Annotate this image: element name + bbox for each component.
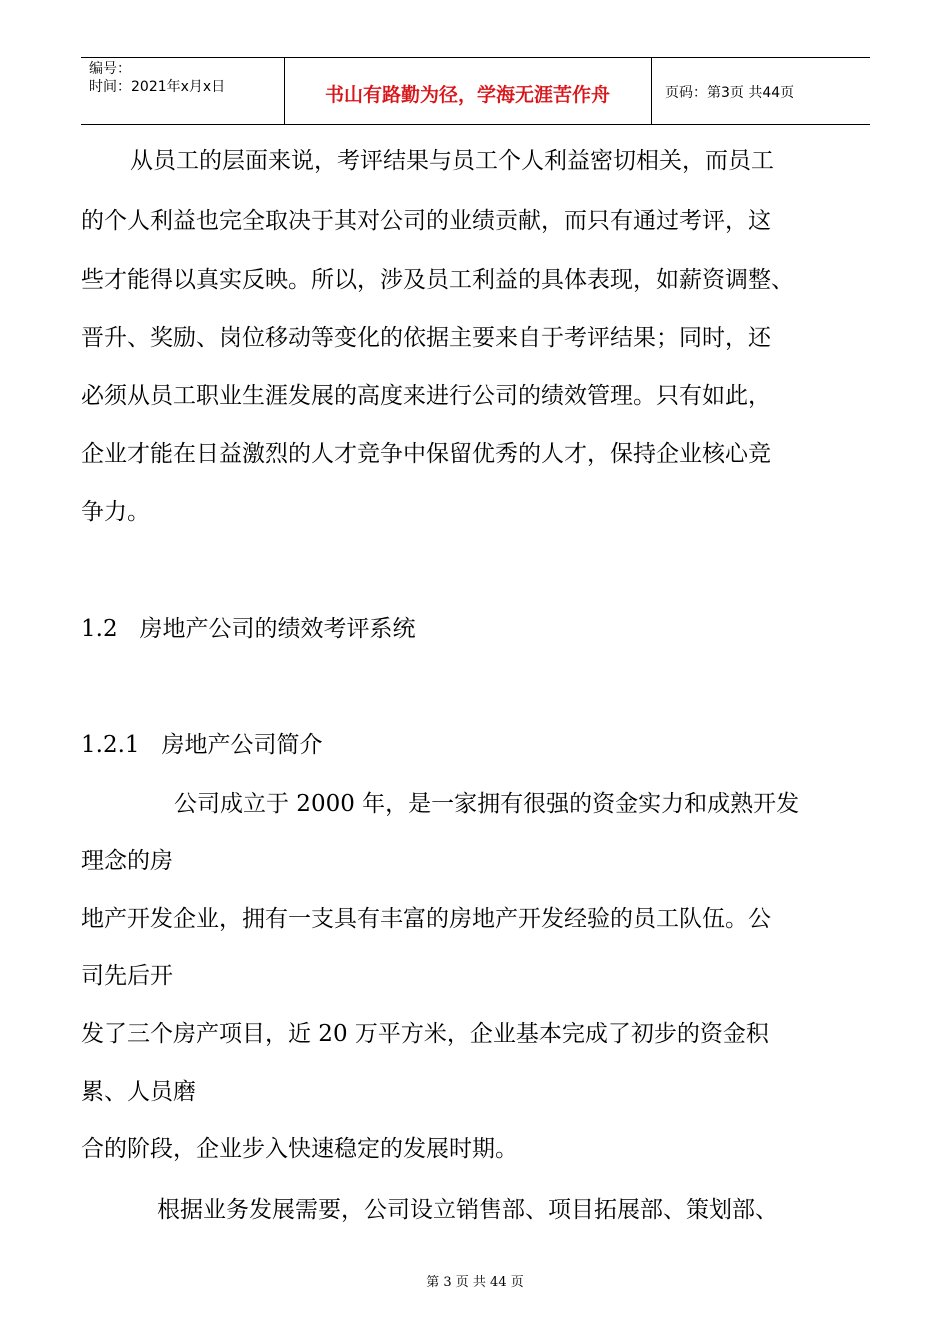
- section-heading: 1.2 房地产公司的绩效考评系统: [81, 616, 416, 642]
- paragraph-line: 累、人员磨: [81, 1079, 196, 1105]
- paragraph-line: 地产开发企业，拥有一支具有丰富的房地产开发经验的员工队伍。公: [81, 906, 771, 932]
- header-page-label: 页码：第3页 共44页: [665, 85, 795, 101]
- paragraph-line: 企业才能在日益激烈的人才竞争中保留优秀的人才，保持企业核心竞: [81, 441, 771, 467]
- header-meta: [89, 60, 279, 96]
- paragraph-line: 晋升、奖励、岗位移动等变化的依据主要来自于考评结果；同时，还: [81, 325, 771, 351]
- paragraph-line: 公司成立于 2000 年，是一家拥有很强的资金实力和成熟开发: [174, 791, 800, 817]
- paragraph-line: 司先后开: [81, 963, 173, 989]
- paragraph-line: 根据业务发展需要，公司设立销售部、项目拓展部、策划部、: [157, 1197, 778, 1223]
- paragraph-line: 的个人利益也完全取决于其对公司的业绩贡献，而只有通过考评，这: [81, 208, 771, 234]
- paragraph-line: 发了三个房产项目，近 20 万平方米，企业基本完成了初步的资金积: [81, 1021, 769, 1047]
- paragraph-line: 些才能得以真实反映。所以，涉及员工利益的具体表现，如薪资调整、: [81, 267, 794, 293]
- paragraph-line: 合的阶段，企业步入快速稳定的发展时期。: [81, 1136, 518, 1162]
- subsection-heading: 1.2.1 房地产公司简介: [81, 732, 323, 758]
- header-divider: [651, 58, 652, 124]
- page-header: [81, 57, 870, 125]
- page-footer: 第 3 页 共 44 页: [426, 1275, 524, 1290]
- paragraph-line: 理念的房: [81, 848, 173, 874]
- paragraph-line: 必须从员工职业生涯发展的高度来进行公司的绩效管理。只有如此，: [81, 383, 771, 409]
- paragraph-line: 争力。: [81, 499, 150, 525]
- header-motto: 书山有路勤为径，学海无涯苦作舟: [324, 84, 610, 106]
- paragraph-line: 从员工的层面来说，考评结果与员工个人利益密切相关，而员工: [130, 148, 774, 174]
- document-date-label: 时间：2021年x月x日: [89, 79, 226, 95]
- document-number-label: 编号：: [89, 61, 131, 77]
